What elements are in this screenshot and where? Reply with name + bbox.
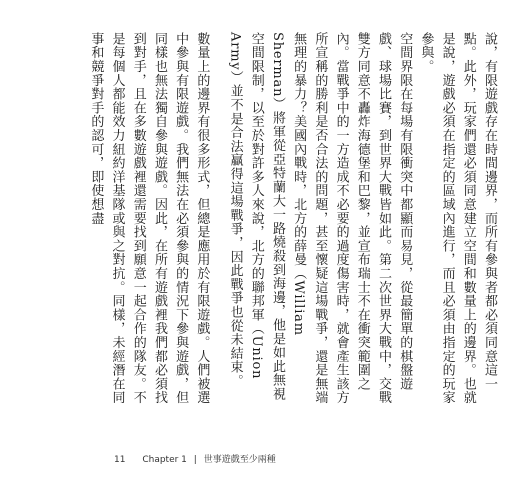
footer-separator: | xyxy=(193,455,197,465)
paragraph-3: 數量上的邊界有很多形式，但總是應用於有限遊戲。人們被選中參與有限遊戲。我們無法在必須參與的情況下參與遊戲，但同樣也無法獨自參與遊戲。因此，在所有遊戲裡我們都必須找到對手，且在多數遊戲裡還需要找到願意一起合作的隊友。不是每個人都能效力紐約洋基隊或與之對抗。同樣，未經潛在同事和競爭對手的認可，即使想盡 xyxy=(88,32,210,405)
chapter-title: 世事遊戲至少兩種 xyxy=(203,455,276,465)
page-footer xyxy=(114,452,290,465)
chapter-label: Chapter 1 xyxy=(142,455,187,465)
paragraph-2: 空間界限在每場有限衝突中都顯而易見，從最簡單的棋盤遊戲、球場比賽，到世界大戰皆如此。第二次世界大戰中，交戰雙方同意不轟炸海德堡和巴黎，並宣布瑞士不在衝突範圍之內。當戰爭中的一方造成不必要的過度傷害時，就會產生該方所宣稱的勝利是否合法的問題，甚至懷疑這場戰爭，還是無端無理的暴力？美國內戰時，北方的薛曼（William Sherman）將軍從亞特蘭大一路燒殺到海邊，他是如此無視空間限制，以至於對許多人來說，北方的聯邦軍（Union Army）並不是合法贏得這場戰爭，因此戰爭也從未結束。 xyxy=(227,32,413,405)
vertical-text-body xyxy=(88,32,500,412)
paragraph-1: 說，有限遊戲存在時間邊界，而所有參與者都必須同意這一點。此外，玩家們還必須同意建立空間和數量上的邊界。也就是說，遊戲必須在指定的區域內進行，而且必須由指定的玩家參與。 xyxy=(418,32,497,405)
page-number: 11 xyxy=(114,455,126,465)
